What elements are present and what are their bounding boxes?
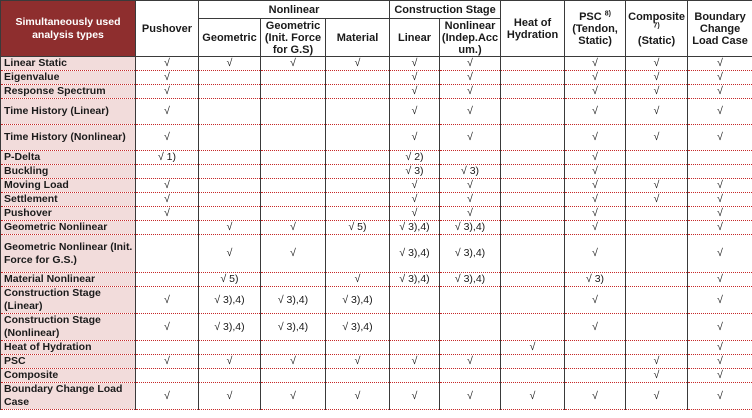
compat-cell — [501, 193, 565, 207]
compat-cell — [326, 193, 390, 207]
compat-cell: √ — [565, 85, 626, 99]
compat-cell — [261, 99, 326, 125]
compat-cell — [261, 85, 326, 99]
compat-cell: √ — [136, 57, 199, 71]
table-row — [1, 179, 752, 193]
table-row — [1, 341, 752, 355]
compat-cell — [199, 207, 261, 221]
compat-cell — [501, 179, 565, 193]
compat-cell: √ — [440, 355, 501, 369]
row-label: Eigenvalue — [1, 71, 136, 85]
compat-cell: √ 3),4) — [326, 314, 390, 341]
compat-cell: √ — [261, 355, 326, 369]
header-composite-note: 7) — [653, 21, 660, 29]
compat-cell: √ — [565, 235, 626, 273]
compat-cell: √ — [688, 221, 752, 235]
compat-cell — [199, 341, 261, 355]
header-boundary-change: Boundary Change Load Case — [688, 1, 752, 57]
compat-cell: √ — [626, 193, 688, 207]
compat-cell: √ 3) — [440, 165, 501, 179]
compat-cell: √ — [390, 179, 440, 193]
compat-cell — [261, 193, 326, 207]
table-row — [1, 99, 752, 125]
compat-cell: √ — [688, 207, 752, 221]
row-label: Construction Stage (Linear) — [1, 287, 136, 314]
row-label: Composite — [1, 369, 136, 383]
table-row — [1, 383, 752, 410]
compat-cell: √ 3),4) — [261, 287, 326, 314]
table-row — [1, 151, 752, 165]
compat-cell: √ — [626, 125, 688, 151]
row-label: Response Spectrum — [1, 85, 136, 99]
header-construction-stage: Construction Stage — [390, 1, 501, 19]
compat-cell: √ — [688, 193, 752, 207]
compat-cell: √ 3) — [390, 165, 440, 179]
compat-cell: √ — [626, 99, 688, 125]
row-label: PSC — [1, 355, 136, 369]
compat-cell: √ 3),4) — [326, 287, 390, 314]
compat-cell: √ — [688, 273, 752, 287]
compat-cell — [261, 151, 326, 165]
table-row — [1, 207, 752, 221]
compat-cell — [199, 151, 261, 165]
compat-cell: √ — [261, 383, 326, 410]
compat-cell — [136, 165, 199, 179]
compat-cell: √ — [326, 355, 390, 369]
compat-cell — [501, 355, 565, 369]
row-label: P-Delta — [1, 151, 136, 165]
compat-cell — [501, 287, 565, 314]
compat-cell — [626, 221, 688, 235]
compat-cell: √ 1) — [136, 151, 199, 165]
compat-cell: √ — [565, 383, 626, 410]
compat-cell: √ — [440, 85, 501, 99]
compat-cell: √ — [440, 71, 501, 85]
compat-cell: √ — [199, 383, 261, 410]
compat-cell — [136, 369, 199, 383]
compat-cell: √ — [688, 314, 752, 341]
header-composite-sub: (Static) — [637, 34, 676, 47]
compat-cell: √ — [136, 287, 199, 314]
compat-cell: √ 5) — [199, 273, 261, 287]
compat-cell — [199, 71, 261, 85]
row-label: Geometric Nonlinear — [1, 221, 136, 235]
compat-cell: √ — [626, 355, 688, 369]
compat-cell: √ — [440, 207, 501, 221]
table-row — [1, 273, 752, 287]
compat-cell — [440, 151, 501, 165]
compat-cell: √ — [136, 383, 199, 410]
header-cs-linear: Linear — [390, 19, 440, 57]
compat-cell: √ — [565, 221, 626, 235]
compat-cell: √ — [565, 165, 626, 179]
compat-cell — [199, 369, 261, 383]
table-row — [1, 355, 752, 369]
compat-cell — [261, 207, 326, 221]
row-label: Settlement — [1, 193, 136, 207]
compat-cell: √ 3),4) — [261, 314, 326, 341]
compat-cell: √ — [565, 314, 626, 341]
table-row — [1, 165, 752, 179]
row-label: Buckling — [1, 165, 136, 179]
compat-cell: √ — [688, 85, 752, 99]
compat-cell: √ — [688, 383, 752, 410]
compat-cell — [626, 235, 688, 273]
table-row — [1, 85, 752, 99]
compat-cell: √ — [688, 71, 752, 85]
compat-cell: √ — [565, 207, 626, 221]
compat-cell — [626, 341, 688, 355]
compat-cell — [565, 341, 626, 355]
compat-cell: √ — [440, 99, 501, 125]
header-composite — [626, 1, 688, 57]
compat-cell: √ — [199, 355, 261, 369]
compat-cell — [136, 273, 199, 287]
compat-cell: √ — [565, 125, 626, 151]
compat-cell — [261, 71, 326, 85]
compat-cell: √ 3),4) — [440, 273, 501, 287]
compat-cell — [261, 341, 326, 355]
compat-cell: √ — [565, 193, 626, 207]
compat-cell — [688, 165, 752, 179]
compat-cell — [501, 57, 565, 71]
header-psc-note: 8) — [604, 9, 611, 17]
compat-cell: √ 3),4) — [390, 221, 440, 235]
compat-cell: √ — [390, 57, 440, 71]
compat-cell — [326, 151, 390, 165]
table-row — [1, 57, 752, 71]
compat-cell — [326, 341, 390, 355]
compat-cell — [626, 273, 688, 287]
compat-cell: √ — [136, 125, 199, 151]
table-row — [1, 193, 752, 207]
compat-cell: √ — [390, 193, 440, 207]
compat-cell — [390, 314, 440, 341]
header-composite-label: Composite — [628, 10, 685, 23]
compat-cell: √ — [390, 355, 440, 369]
compat-cell — [501, 207, 565, 221]
compat-cell: √ — [199, 221, 261, 235]
compat-cell — [326, 369, 390, 383]
compat-cell: √ — [501, 383, 565, 410]
compat-cell — [501, 369, 565, 383]
compat-cell — [390, 341, 440, 355]
compat-cell: √ — [688, 235, 752, 273]
compat-cell: √ 3),4) — [440, 235, 501, 273]
table-row — [1, 235, 752, 273]
compat-cell: √ — [440, 193, 501, 207]
compat-cell — [136, 235, 199, 273]
compat-cell — [199, 179, 261, 193]
header-corner: Simultaneously used analysis types — [1, 1, 136, 57]
table-row — [1, 71, 752, 85]
table-body — [1, 57, 752, 410]
compat-cell — [501, 85, 565, 99]
header-heat-of-hydration: Heat of Hydration — [501, 1, 565, 57]
header-psc — [565, 1, 626, 57]
compat-cell: √ — [390, 207, 440, 221]
compat-cell: √ 3),4) — [440, 221, 501, 235]
compat-cell: √ — [626, 85, 688, 99]
table-row — [1, 125, 752, 151]
compat-cell: √ — [626, 179, 688, 193]
compat-cell — [390, 369, 440, 383]
compat-cell: √ — [136, 355, 199, 369]
compat-cell — [626, 314, 688, 341]
compat-cell: √ — [688, 125, 752, 151]
compat-cell: √ 3),4) — [390, 273, 440, 287]
header-geometric-init: Geometric (Init. Force for G.S) — [261, 19, 326, 57]
compat-cell: √ — [261, 221, 326, 235]
compat-cell: √ — [565, 287, 626, 314]
compat-cell: √ — [565, 179, 626, 193]
compat-cell: √ — [440, 57, 501, 71]
compat-cell: √ — [326, 273, 390, 287]
compat-cell: √ — [688, 57, 752, 71]
compat-cell — [261, 369, 326, 383]
compat-cell: √ — [261, 235, 326, 273]
compat-cell: √ — [626, 57, 688, 71]
compat-cell: √ — [326, 57, 390, 71]
compat-cell: √ — [390, 383, 440, 410]
compat-cell — [688, 151, 752, 165]
table-row — [1, 221, 752, 235]
compat-cell: √ — [136, 99, 199, 125]
compat-cell: √ — [565, 99, 626, 125]
compat-cell: √ 3) — [565, 273, 626, 287]
header-psc-sub: (Tendon, Static) — [572, 22, 618, 47]
compat-cell: √ — [688, 369, 752, 383]
header-cs-nonlinear: Nonlinear (Indep.Acc um.) — [440, 19, 501, 57]
compat-cell — [501, 273, 565, 287]
header-material: Material — [326, 19, 390, 57]
compat-cell: √ — [390, 125, 440, 151]
compat-cell: √ — [136, 179, 199, 193]
compat-cell — [326, 125, 390, 151]
compat-cell — [501, 151, 565, 165]
compat-cell: √ — [136, 207, 199, 221]
compat-cell: √ — [136, 314, 199, 341]
header-nonlinear: Nonlinear — [199, 1, 390, 19]
compat-cell: √ — [440, 383, 501, 410]
compat-cell: √ — [688, 287, 752, 314]
compat-cell: √ — [688, 355, 752, 369]
compat-cell — [440, 341, 501, 355]
compat-cell — [440, 314, 501, 341]
compat-cell — [136, 341, 199, 355]
row-label: Time History (Linear) — [1, 99, 136, 125]
header-psc-label: PSC — [579, 10, 602, 23]
compat-cell: √ 5) — [326, 221, 390, 235]
compat-cell: √ — [626, 369, 688, 383]
row-label: Pushover — [1, 207, 136, 221]
compat-cell — [261, 179, 326, 193]
compat-cell: √ 3),4) — [199, 314, 261, 341]
header-pushover: Pushover — [136, 1, 199, 57]
compat-cell — [261, 273, 326, 287]
compat-cell: √ — [199, 57, 261, 71]
row-label: Heat of Hydration — [1, 341, 136, 355]
compat-cell: √ — [136, 85, 199, 99]
compat-cell: √ — [565, 151, 626, 165]
row-label: Moving Load — [1, 179, 136, 193]
compat-cell — [261, 165, 326, 179]
table-row — [1, 369, 752, 383]
compat-cell — [626, 207, 688, 221]
compat-cell — [501, 71, 565, 85]
compat-cell — [326, 165, 390, 179]
row-label: Material Nonlinear — [1, 273, 136, 287]
compat-cell: √ — [440, 179, 501, 193]
compat-cell: √ 3),4) — [199, 287, 261, 314]
compat-cell — [501, 165, 565, 179]
compat-cell: √ — [136, 193, 199, 207]
compat-cell: √ — [688, 341, 752, 355]
compat-cell: √ — [199, 235, 261, 273]
compat-cell — [199, 193, 261, 207]
compat-cell — [326, 99, 390, 125]
compat-cell — [626, 165, 688, 179]
compat-cell — [501, 235, 565, 273]
compat-cell — [199, 165, 261, 179]
compat-cell — [626, 151, 688, 165]
compat-cell — [199, 85, 261, 99]
compat-cell — [199, 125, 261, 151]
compat-cell: √ — [626, 383, 688, 410]
header-geometric: Geometric — [199, 19, 261, 57]
compat-cell: √ — [565, 71, 626, 85]
row-label: Time History (Nonlinear) — [1, 125, 136, 151]
compat-cell — [501, 314, 565, 341]
compat-cell — [326, 207, 390, 221]
compat-cell — [261, 125, 326, 151]
table-row — [1, 314, 752, 341]
compat-cell — [326, 71, 390, 85]
compat-cell: √ — [326, 383, 390, 410]
compat-cell — [136, 221, 199, 235]
compat-cell — [440, 369, 501, 383]
row-label: Boundary Change Load Case — [1, 383, 136, 410]
compat-cell — [326, 235, 390, 273]
compat-cell — [199, 99, 261, 125]
compat-cell: √ — [440, 125, 501, 151]
compat-cell — [565, 369, 626, 383]
compat-cell: √ — [261, 57, 326, 71]
compat-cell: √ — [626, 71, 688, 85]
compat-cell: √ — [688, 99, 752, 125]
row-label: Geometric Nonlinear (Init. Force for G.S.) — [1, 235, 136, 273]
compat-cell: √ — [688, 179, 752, 193]
compat-cell: √ 3),4) — [390, 235, 440, 273]
compat-cell — [501, 221, 565, 235]
compat-cell: √ — [390, 85, 440, 99]
compat-cell — [501, 99, 565, 125]
compat-cell: √ — [390, 99, 440, 125]
row-label: Construction Stage (Nonlinear) — [1, 314, 136, 341]
compat-cell: √ — [565, 57, 626, 71]
compat-cell — [326, 179, 390, 193]
compat-cell — [626, 287, 688, 314]
compat-cell — [326, 85, 390, 99]
compat-cell: √ — [390, 71, 440, 85]
compat-cell — [501, 125, 565, 151]
compat-cell: √ — [136, 71, 199, 85]
compat-cell: √ — [501, 341, 565, 355]
row-label: Linear Static — [1, 57, 136, 71]
compat-cell — [390, 287, 440, 314]
compat-cell: √ 2) — [390, 151, 440, 165]
compat-cell — [440, 287, 501, 314]
compat-cell — [565, 355, 626, 369]
table-row — [1, 287, 752, 314]
